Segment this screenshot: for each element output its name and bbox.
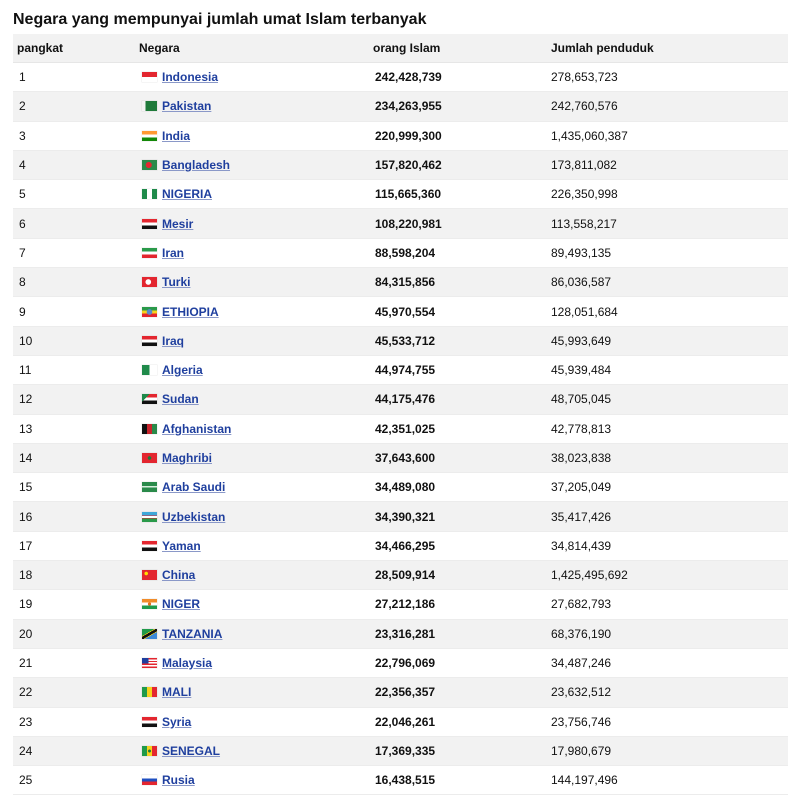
rank-cell: 1	[13, 63, 135, 92]
muslim-count-cell: 45,533,712	[369, 326, 547, 355]
ethiopia-flag-icon	[142, 307, 157, 317]
rank-cell: 20	[13, 619, 135, 648]
muslim-count-cell: 16,438,515	[369, 766, 547, 795]
country-link[interactable]: Rusia	[162, 773, 195, 788]
population-cell: 45,939,484	[547, 355, 788, 384]
rank-cell: 7	[13, 238, 135, 267]
saudi-arabia-flag-icon	[142, 482, 157, 492]
country-cell	[135, 678, 369, 707]
yemen-flag-icon	[142, 541, 157, 551]
population-cell: 38,023,838	[547, 443, 788, 472]
country-cell	[135, 209, 369, 238]
country-cell	[135, 121, 369, 150]
table-row	[13, 473, 788, 502]
country-link[interactable]: SENEGAL	[162, 743, 221, 758]
country-link[interactable]: Iran	[162, 245, 185, 260]
uzbekistan-flag-icon	[142, 512, 157, 522]
country-link[interactable]: Arab Saudi	[162, 480, 226, 495]
country-link[interactable]: Mesir	[162, 216, 194, 231]
population-cell: 42,778,813	[547, 414, 788, 443]
turkey-flag-icon	[142, 277, 157, 287]
country-link[interactable]: India	[162, 128, 191, 143]
country-cell	[135, 443, 369, 472]
table-row	[13, 443, 788, 472]
muslim-count-cell: 22,796,069	[369, 648, 547, 677]
population-cell: 17,980,679	[547, 736, 788, 765]
muslim-count-cell: 45,970,554	[369, 297, 547, 326]
rank-cell: 17	[13, 531, 135, 560]
header-muslims: orang Islam	[369, 34, 547, 63]
iran-flag-icon	[142, 248, 157, 258]
table-row	[13, 63, 788, 92]
country-cell	[135, 297, 369, 326]
population-cell: 45,993,649	[547, 326, 788, 355]
rank-cell: 16	[13, 502, 135, 531]
country-cell	[135, 766, 369, 795]
muslim-count-cell: 28,509,914	[369, 561, 547, 590]
rank-cell: 13	[13, 414, 135, 443]
muslim-count-cell: 44,175,476	[369, 385, 547, 414]
country-cell	[135, 736, 369, 765]
country-link[interactable]: MALI	[162, 685, 192, 700]
country-link[interactable]: ETHIOPIA	[162, 304, 219, 319]
table-row	[13, 355, 788, 384]
table-row	[13, 766, 788, 795]
iraq-flag-icon	[142, 336, 157, 346]
afghanistan-flag-icon	[142, 424, 157, 434]
country-cell	[135, 531, 369, 560]
country-cell	[135, 326, 369, 355]
table-row	[13, 121, 788, 150]
population-cell: 34,814,439	[547, 531, 788, 560]
russia-flag-icon	[142, 775, 157, 785]
country-link[interactable]: Syria	[162, 714, 192, 729]
rank-cell: 3	[13, 121, 135, 150]
muslim-count-cell: 84,315,856	[369, 268, 547, 297]
population-cell: 242,760,576	[547, 92, 788, 121]
muslim-count-cell: 115,665,360	[369, 180, 547, 209]
algeria-flag-icon	[142, 365, 157, 375]
table-row	[13, 92, 788, 121]
country-link[interactable]: Turki	[162, 275, 191, 290]
population-cell: 89,493,135	[547, 238, 788, 267]
rank-cell: 8	[13, 268, 135, 297]
muslim-count-cell: 242,428,739	[369, 63, 547, 92]
rank-cell: 12	[13, 385, 135, 414]
rank-cell: 6	[13, 209, 135, 238]
syria-flag-icon	[142, 717, 157, 727]
muslim-count-cell: 22,046,261	[369, 707, 547, 736]
country-link[interactable]: Pakistan	[162, 99, 212, 114]
table-body	[13, 63, 788, 795]
country-link[interactable]: Algeria	[162, 363, 203, 378]
rank-cell: 5	[13, 180, 135, 209]
country-link[interactable]: Indonesia	[162, 70, 219, 85]
table-row	[13, 648, 788, 677]
muslim-count-cell: 34,489,080	[369, 473, 547, 502]
table-row	[13, 326, 788, 355]
country-cell	[135, 355, 369, 384]
country-cell	[135, 473, 369, 502]
rank-cell: 15	[13, 473, 135, 502]
population-cell: 226,350,998	[547, 180, 788, 209]
country-cell	[135, 180, 369, 209]
table-row	[13, 707, 788, 736]
tanzania-flag-icon	[142, 629, 157, 639]
country-link[interactable]: Malaysia	[162, 656, 213, 671]
table-row	[13, 150, 788, 179]
muslim-population-table	[13, 34, 788, 795]
country-cell	[135, 268, 369, 297]
country-cell	[135, 92, 369, 121]
india-flag-icon	[142, 131, 157, 141]
country-link[interactable]: Bangladesh	[162, 158, 231, 173]
muslim-count-cell: 44,974,755	[369, 355, 547, 384]
rank-cell: 9	[13, 297, 135, 326]
rank-cell: 14	[13, 443, 135, 472]
table-row	[13, 385, 788, 414]
country-cell	[135, 502, 369, 531]
muslim-count-cell: 34,390,321	[369, 502, 547, 531]
country-cell	[135, 590, 369, 619]
rank-cell: 23	[13, 707, 135, 736]
sudan-flag-icon	[142, 394, 157, 404]
population-cell: 23,632,512	[547, 678, 788, 707]
table-row	[13, 268, 788, 297]
country-link[interactable]: Afghanistan	[162, 421, 232, 436]
country-cell	[135, 414, 369, 443]
country-link[interactable]: NIGER	[162, 597, 201, 612]
page	[13, 10, 788, 795]
muslim-count-cell: 27,212,186	[369, 590, 547, 619]
country-link[interactable]: Iraq	[162, 333, 185, 348]
country-link[interactable]: Yaman	[162, 538, 201, 553]
population-cell: 144,197,496	[547, 766, 788, 795]
senegal-flag-icon	[142, 746, 157, 756]
morocco-flag-icon	[142, 453, 157, 463]
rank-cell: 18	[13, 561, 135, 590]
mali-flag-icon	[142, 687, 157, 697]
rank-cell: 24	[13, 736, 135, 765]
country-link[interactable]: TANZANIA	[162, 626, 223, 641]
population-cell: 37,205,049	[547, 473, 788, 502]
muslim-count-cell: 23,316,281	[369, 619, 547, 648]
egypt-flag-icon	[142, 219, 157, 229]
population-cell: 1,435,060,387	[547, 121, 788, 150]
pakistan-flag-icon	[142, 101, 157, 111]
nigeria-flag-icon	[142, 189, 157, 199]
muslim-count-cell: 108,220,981	[369, 209, 547, 238]
header-country: Negara	[135, 34, 369, 63]
table-row	[13, 736, 788, 765]
malaysia-flag-icon	[142, 658, 157, 668]
population-cell: 1,425,495,692	[547, 561, 788, 590]
rank-cell: 25	[13, 766, 135, 795]
rank-cell: 2	[13, 92, 135, 121]
population-cell: 86,036,587	[547, 268, 788, 297]
country-cell	[135, 619, 369, 648]
muslim-count-cell: 37,643,600	[369, 443, 547, 472]
table-row	[13, 209, 788, 238]
rank-cell: 4	[13, 150, 135, 179]
header-rank: pangkat	[13, 34, 135, 63]
country-cell	[135, 150, 369, 179]
muslim-count-cell: 17,369,335	[369, 736, 547, 765]
rank-cell: 11	[13, 355, 135, 384]
table-row	[13, 238, 788, 267]
bangladesh-flag-icon	[142, 160, 157, 170]
population-cell: 278,653,723	[547, 63, 788, 92]
niger-flag-icon	[142, 599, 157, 609]
country-cell	[135, 238, 369, 267]
rank-cell: 10	[13, 326, 135, 355]
population-cell: 35,417,426	[547, 502, 788, 531]
population-cell: 48,705,045	[547, 385, 788, 414]
country-link[interactable]: NIGERIA	[162, 187, 213, 202]
population-cell: 23,756,746	[547, 707, 788, 736]
muslim-count-cell: 157,820,462	[369, 150, 547, 179]
table-row	[13, 619, 788, 648]
table-header-row	[13, 34, 788, 63]
indonesia-flag-icon	[142, 72, 157, 82]
rank-cell: 22	[13, 678, 135, 707]
country-cell	[135, 707, 369, 736]
muslim-count-cell: 88,598,204	[369, 238, 547, 267]
population-cell: 173,811,082	[547, 150, 788, 179]
country-cell	[135, 63, 369, 92]
country-link[interactable]: Uzbekistan	[162, 509, 226, 524]
table-row	[13, 297, 788, 326]
muslim-count-cell: 220,999,300	[369, 121, 547, 150]
muslim-count-cell: 22,356,357	[369, 678, 547, 707]
table-row	[13, 590, 788, 619]
country-link[interactable]: China	[162, 568, 196, 583]
muslim-count-cell: 42,351,025	[369, 414, 547, 443]
table-row	[13, 678, 788, 707]
country-cell	[135, 648, 369, 677]
population-cell: 34,487,246	[547, 648, 788, 677]
country-link[interactable]: Sudan	[162, 392, 199, 407]
rank-cell: 19	[13, 590, 135, 619]
population-cell: 27,682,793	[547, 590, 788, 619]
table-row	[13, 414, 788, 443]
muslim-count-cell: 34,466,295	[369, 531, 547, 560]
table-row	[13, 502, 788, 531]
header-population: Jumlah penduduk	[547, 34, 788, 63]
population-cell: 68,376,190	[547, 619, 788, 648]
rank-cell: 21	[13, 648, 135, 677]
country-cell	[135, 385, 369, 414]
muslim-count-cell: 234,263,955	[369, 92, 547, 121]
table-row	[13, 531, 788, 560]
china-flag-icon	[142, 570, 157, 580]
country-cell	[135, 561, 369, 590]
table-row	[13, 180, 788, 209]
population-cell: 113,558,217	[547, 209, 788, 238]
country-link[interactable]: Maghribi	[162, 451, 212, 465]
population-cell: 128,051,684	[547, 297, 788, 326]
table-row	[13, 561, 788, 590]
page-title: Negara yang mempunyai jumlah umat Islam terbanyak	[13, 11, 427, 28]
